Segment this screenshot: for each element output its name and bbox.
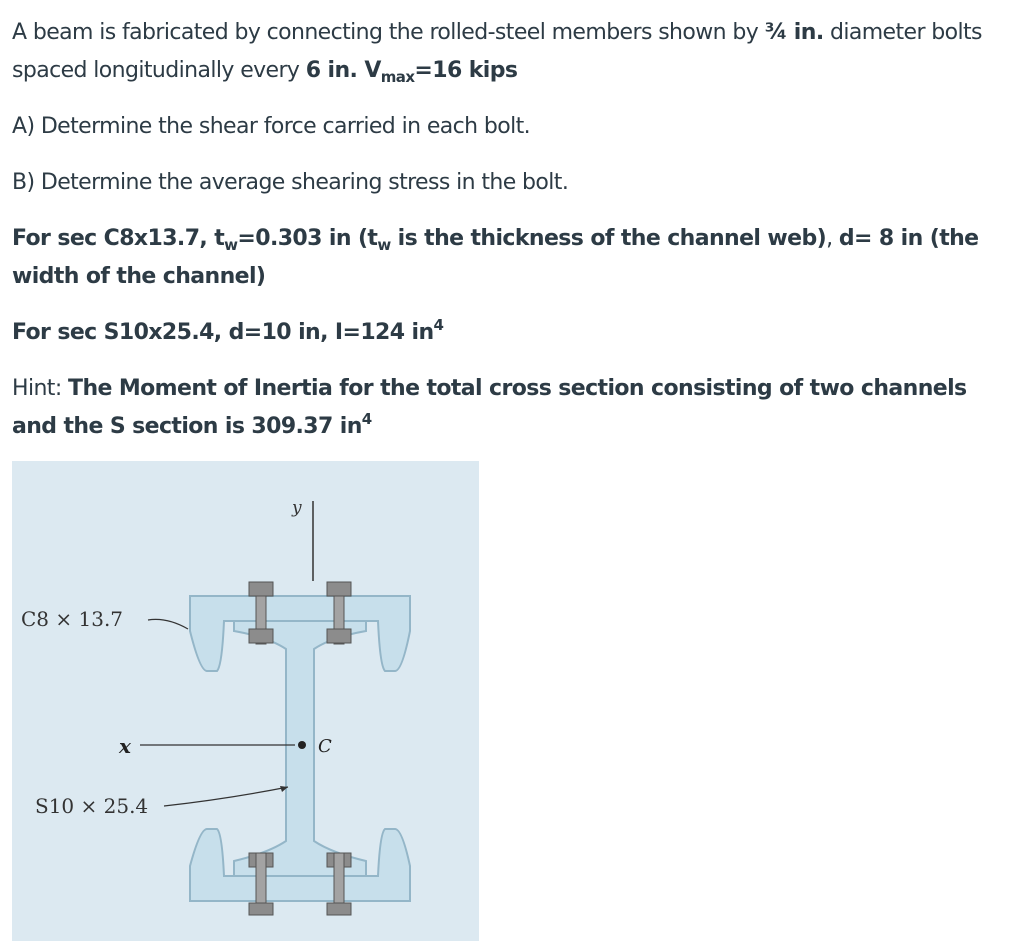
problem-intro: A beam is fabricated by connecting the rolled-steel members shown by ¾ in. diameter bolts spaced longitudinally every 6 in. $V_{max}=16$ kips	[12, 20, 982, 86]
problem-statement	[12, 14, 1012, 446]
centroid-label: C	[318, 736, 332, 757]
cross-section-diagram	[12, 461, 479, 941]
beam-cross-section-figure	[12, 461, 479, 941]
bolt-spacing: 6 in.	[305, 58, 358, 83]
s-section-properties: For sec S10x25.4, d=10 in, I=124 $in^4$	[12, 316, 444, 345]
s-section-label: S10 × 25.4	[35, 794, 149, 818]
x-axis-label: x	[119, 734, 131, 758]
y-axis-label: y	[292, 498, 302, 518]
centroid-dot	[298, 741, 306, 749]
bolt-diameter: ¾ in.	[764, 20, 824, 45]
channel-label: C8 × 13.7	[21, 607, 124, 631]
hint: Hint: The Moment of Inertia for the total cross section consisting of two channels and the S section is 309.37 $in^4$	[12, 376, 967, 439]
part-a-question: A) Determine the shear force carried in each bolt.	[12, 114, 531, 139]
max-shear: =16 kips	[414, 58, 518, 83]
channel-properties: For sec C8x13.7, $t_w=0.303$ in ($t_w$ is the thickness of the channel web), d= 8 in (the width of the channel)	[12, 226, 979, 289]
part-b-question: B) Determine the average shearing stress in the bolt.	[12, 170, 569, 195]
